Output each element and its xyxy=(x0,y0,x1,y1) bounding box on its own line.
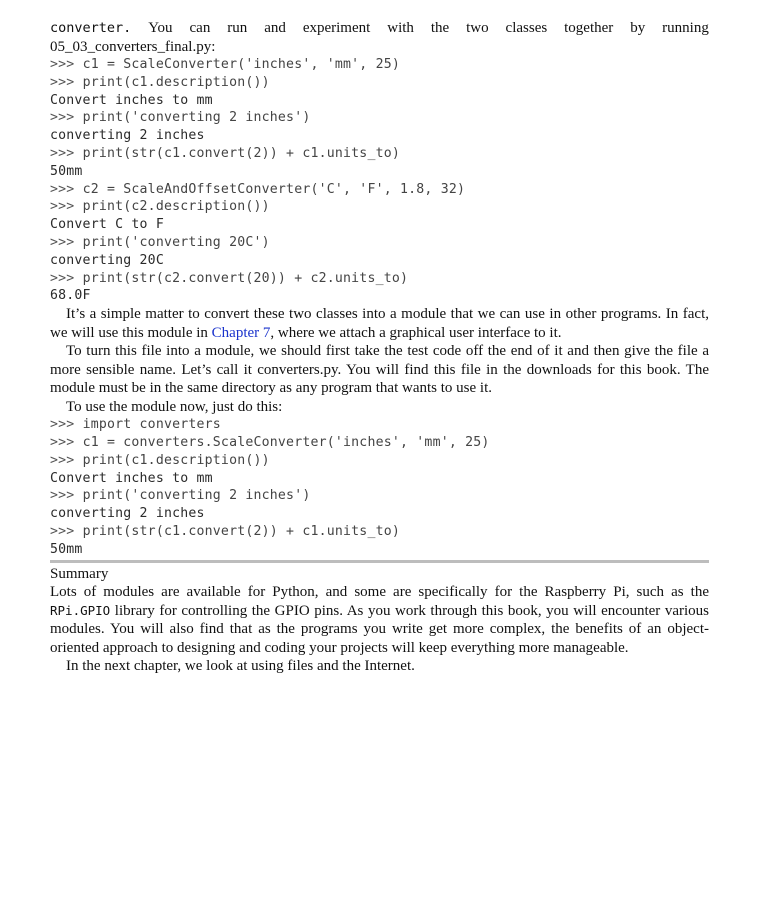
code-text: converting 2 inches xyxy=(50,128,205,144)
intro-word: run xyxy=(227,20,248,36)
intro-word: classes xyxy=(505,20,548,36)
repl-prompt: >>> xyxy=(50,452,75,468)
paragraph-text: It’s a simple matter to convert these two classes into a module that we can use in other programs. In fact, we will use this module in xyxy=(50,306,709,341)
paragraph-module-intro xyxy=(50,305,709,342)
code-text: 50mm xyxy=(50,163,83,179)
code-output-line xyxy=(50,163,709,181)
intro-filename: 05_03_converters_final.py: xyxy=(50,38,216,55)
intro-word: experiment xyxy=(302,20,371,36)
section-divider xyxy=(50,560,709,563)
summary-heading: Summary xyxy=(50,565,109,582)
code-text: print('converting 2 inches') xyxy=(82,110,311,126)
code-text: 68.0F xyxy=(50,288,91,304)
intro-word: two xyxy=(466,20,489,36)
code-text: print('converting 2 inches') xyxy=(82,488,311,504)
repl-prompt: >>> xyxy=(50,434,75,450)
paragraph-text: library for controlling the GPIO pins. As you work through this book, you will encounter various modules. You will also find that as the programs you write get more complex, the benefits of an object-oriented approach to designing and coding your projects will keep everything more manageable. xyxy=(50,602,709,656)
code-text: Convert C to F xyxy=(50,217,164,233)
code-output-line xyxy=(50,127,709,145)
paragraph-turn-into-module: To turn this file into a module, we should first take the test code off the end of it and then give the file a more sensible name. Let’s call it converters.py. You will find this file in the downloads for this book. The module must be in the same directory as any program that wants to use it. xyxy=(50,343,709,397)
paragraph-use-module: To use the module now, just do this: xyxy=(66,398,283,415)
summary-paragraph xyxy=(50,583,709,657)
repl-prompt: >>> xyxy=(50,110,75,126)
repl-prompt: >>> xyxy=(50,488,75,504)
repl-prompt: >>> xyxy=(50,270,75,286)
code-text: Convert inches to mm xyxy=(50,92,213,108)
code-input-line xyxy=(50,181,709,199)
repl-prompt: >>> xyxy=(50,74,75,90)
code-text: import converters xyxy=(82,417,221,433)
repl-prompt: >>> xyxy=(50,181,75,197)
code-input-line xyxy=(50,56,709,74)
repl-prompt: >>> xyxy=(50,417,75,433)
document-page xyxy=(50,19,709,676)
repl-prompt: >>> xyxy=(50,199,75,215)
code-session-2 xyxy=(50,416,709,558)
code-output-line xyxy=(50,252,709,270)
intro-word: and xyxy=(264,20,286,36)
code-text: converting 2 inches xyxy=(50,506,205,522)
intro-code-word: converter. xyxy=(50,20,132,36)
code-output-line xyxy=(50,505,709,523)
intro-word: running xyxy=(662,20,709,36)
repl-prompt: >>> xyxy=(50,57,75,72)
code-session-1 xyxy=(50,56,709,305)
intro-line xyxy=(50,19,709,38)
paragraph-text: , where we attach a graphical user interface to it. xyxy=(270,324,562,341)
code-input-line xyxy=(50,270,709,288)
code-input-line xyxy=(50,109,709,127)
code-output-line xyxy=(50,216,709,234)
code-output-line xyxy=(50,92,709,110)
code-text: print(str(c1.convert(2)) + c1.units_to) xyxy=(82,523,401,539)
repl-prompt: >>> xyxy=(50,234,75,250)
intro-word: by xyxy=(630,20,646,36)
code-text: converting 20C xyxy=(50,252,164,268)
repl-prompt: >>> xyxy=(50,145,75,161)
code-text: print(c1.description()) xyxy=(82,74,270,90)
code-text: print(str(c1.convert(2)) + c1.units_to) xyxy=(82,145,401,161)
code-input-line xyxy=(50,434,709,452)
code-input-line xyxy=(50,523,709,541)
code-output-line xyxy=(50,287,709,305)
code-text: print(str(c2.convert(20)) + c2.units_to) xyxy=(82,270,409,286)
code-text: c1 = converters.ScaleConverter('inches', 'mm', 25) xyxy=(82,434,490,450)
intro-word: the xyxy=(430,20,450,36)
code-text: 50mm xyxy=(50,541,83,557)
code-input-line xyxy=(50,74,709,92)
code-output-line xyxy=(50,470,709,488)
intro-word: together xyxy=(564,20,614,36)
intro-word: with xyxy=(387,20,414,36)
code-input-line xyxy=(50,452,709,470)
chapter-7-link[interactable]: Chapter 7 xyxy=(211,324,271,341)
code-text: print('converting 20C') xyxy=(82,234,270,250)
intro-word: You xyxy=(148,20,173,36)
rpi-gpio-code: RPi.GPIO xyxy=(50,602,111,618)
code-input-line xyxy=(50,145,709,163)
code-input-line xyxy=(50,487,709,505)
code-text: c2 = ScaleAndOffsetConverter('C', 'F', 1.8, 32) xyxy=(82,181,466,197)
code-text: print(c1.description()) xyxy=(82,452,270,468)
next-chapter-paragraph: In the next chapter, we look at using files and the Internet. xyxy=(66,658,415,675)
intro-word: can xyxy=(189,20,211,36)
code-text: print(c2.description()) xyxy=(82,199,270,215)
code-input-line xyxy=(50,416,709,434)
code-text: c1 = ScaleConverter('inches', 'mm', 25) xyxy=(82,57,401,72)
paragraph-text: Lots of modules are available for Python, and some are specifically for the Raspberry Pi, such as the xyxy=(50,584,709,601)
code-input-line xyxy=(50,234,709,252)
code-input-line xyxy=(50,198,709,216)
code-text: Convert inches to mm xyxy=(50,470,213,486)
code-output-line xyxy=(50,541,709,559)
repl-prompt: >>> xyxy=(50,523,75,539)
